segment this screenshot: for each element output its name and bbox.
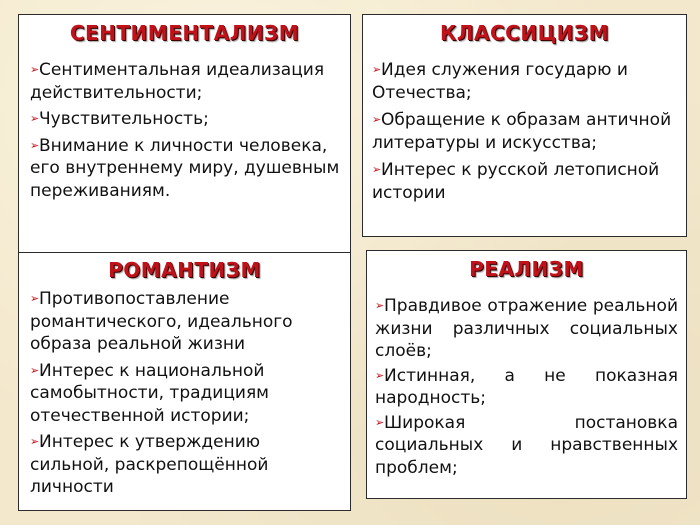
classicism-box [362, 14, 687, 237]
arrowhead-icon: ➢ [30, 112, 40, 125]
sentimentalism-box [18, 14, 351, 259]
arrowhead-icon: ➢ [375, 299, 385, 312]
arrowhead-icon: ➢ [372, 63, 382, 76]
arrowhead-icon: ➢ [372, 113, 382, 126]
sentimentalism-title: СЕНТИМЕНТАЛИЗМ [69, 21, 300, 45]
list-item: ➢Противопоставление романтического, идеального образа реальной жизни [30, 289, 293, 354]
list-item: ➢Интерес к утверждению сильной, раскрепощённой личности [30, 432, 269, 497]
list-item: ➢Обращение к образам античной литературы и искусства; [372, 110, 672, 153]
arrowhead-icon: ➢ [30, 292, 40, 305]
list-item: ➢Идея служения государю и Отечества; [372, 60, 628, 103]
arrowhead-icon: ➢ [375, 415, 385, 429]
list-item: ➢Истинная, а не показная народность; [375, 365, 678, 408]
classicism-title: КЛАССИЦИЗМ [440, 21, 609, 45]
realism-title: РЕАЛИЗМ [469, 257, 584, 281]
arrowhead-icon: ➢ [372, 163, 382, 176]
list-item: ➢Интерес к русской летописной истории [372, 160, 660, 203]
arrowhead-icon: ➢ [30, 63, 40, 76]
list-item: ➢Внимание к личности человека, его внутреннему миру, душевным переживаниям. [30, 135, 340, 201]
realism-box [366, 250, 687, 499]
romanticism-box [18, 252, 351, 511]
arrowhead-icon: ➢ [375, 368, 385, 382]
arrowhead-icon: ➢ [30, 138, 40, 152]
arrowhead-icon: ➢ [30, 363, 40, 377]
romanticism-title: РОМАНТИЗМ [108, 258, 261, 282]
list-item: ➢Широкая постановка социальных и нравственных проблем; [375, 412, 678, 478]
list-item: ➢Сентиментальная идеализация действительности; [30, 60, 325, 103]
list-item: ➢Чувствительность; [30, 109, 209, 129]
list-item: ➢Интерес к национальной самобытности, традициям отечественной истории; [30, 360, 270, 426]
list-item: ➢Правдивое отражение реальной жизни различных социальных слоёв; [375, 296, 678, 361]
arrowhead-icon: ➢ [30, 435, 40, 448]
